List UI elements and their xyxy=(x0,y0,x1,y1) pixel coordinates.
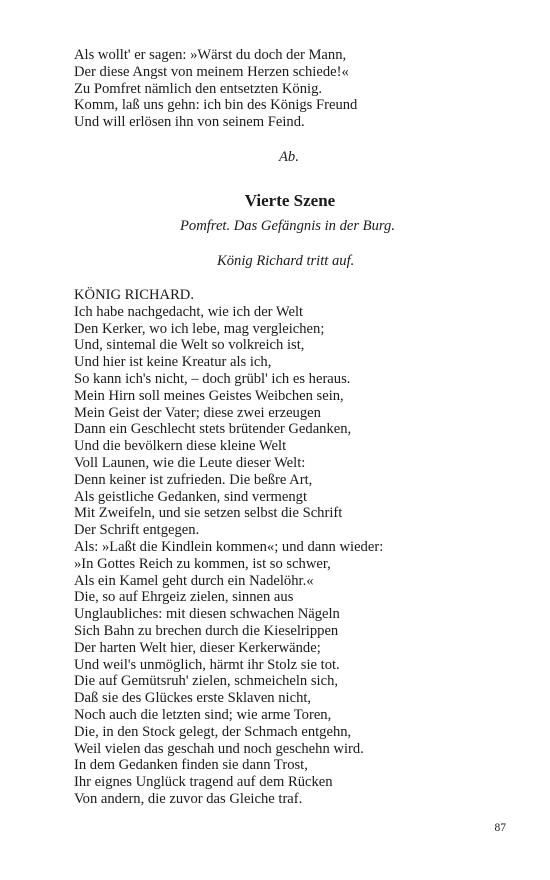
stage-direction-entrance: König Richard tritt auf. xyxy=(217,253,355,269)
verse-line: Noch auch die letzten sind; wie arme Toren, xyxy=(74,706,332,723)
verse-line: Als: »Laßt die Kindlein kommen«; und dann wieder: xyxy=(74,538,384,555)
verse-line: Voll Launen, wie die Leute dieser Welt: xyxy=(74,454,306,471)
verse-line: Der diese Angst von meinem Herzen schiede!« xyxy=(74,63,349,80)
verse-line: Sich Bahn zu brechen durch die Kieselrippen xyxy=(74,622,339,639)
verse-line: In dem Gedanken finden sie dann Trost, xyxy=(74,757,308,774)
scene-location: Pomfret. Das Gefängnis in der Burg. xyxy=(180,218,395,234)
verse-line: Unglaubliches: mit diesen schwachen Nägeln xyxy=(74,606,340,623)
verse-line: Als wollt' er sagen: »Wärst du doch der Mann, xyxy=(74,47,347,63)
verse-line: Die, in den Stock gelegt, der Schmach entgehn, xyxy=(74,723,352,740)
verse-line: Mein Hirn soll meines Geistes Weibchen sein, xyxy=(74,387,344,404)
verse-line: Von andern, die zuvor das Gleiche traf. xyxy=(74,790,303,807)
verse-line: Den Kerker, wo ich lebe, mag vergleichen; xyxy=(74,320,325,337)
monologue-block xyxy=(74,287,494,808)
verse-line: Und weil's unmöglich, härmt ihr Stolz sie tot. xyxy=(74,656,340,673)
verse-line: Denn keiner ist zufrieden. Die beßre Art, xyxy=(74,471,313,488)
verse-line: Und will erlösen ihn von seinem Feind. xyxy=(74,114,305,131)
verse-line: »In Gottes Reich zu kommen, ist so schwer, xyxy=(74,555,331,572)
verse-line: Und die bevölkern diese kleine Welt xyxy=(74,438,287,455)
verse-line: Und, sintemal die Welt so volkreich ist, xyxy=(74,337,305,354)
verse-line: Zu Pomfret nämlich den entsetzten König. xyxy=(74,80,323,97)
verse-line: Ihr eignes Unglück tragend auf dem Rücken xyxy=(74,774,333,791)
page-number: 87 xyxy=(494,822,506,834)
verse-line: So kann ich's nicht, – doch grübl' ich es heraus. xyxy=(74,370,351,387)
verse-line: Dann ein Geschlecht stets brütender Gedanken, xyxy=(74,421,352,438)
speaker-name: KÖNIG RICHARD. xyxy=(74,287,194,303)
verse-line: Als geistliche Gedanken, sind vermengt xyxy=(74,488,308,505)
scene-heading: Vierte Szene xyxy=(244,191,336,210)
verse-line: Als ein Kamel geht durch ein Nadelöhr.« xyxy=(74,572,314,589)
verse-line: Die auf Gemütsruh' zielen, schmeicheln sich, xyxy=(74,673,339,690)
verse-line: Der harten Welt hier, dieser Kerkerwände; xyxy=(74,639,321,656)
verse-line: Mein Geist der Vater; diese zwei erzeugen xyxy=(74,404,321,421)
verse-line: Und hier ist keine Kreatur als ich, xyxy=(74,354,272,371)
verse-line: Daß sie des Glückes erste Sklaven nicht, xyxy=(74,690,312,707)
verse-line: Der Schrift entgegen. xyxy=(74,522,200,539)
stage-direction-exit: Ab. xyxy=(279,149,299,165)
verse-line: Ich habe nachgedacht, wie ich der Welt xyxy=(74,303,304,320)
verse-block-top xyxy=(74,47,494,131)
verse-line: Die, so auf Ehrgeiz zielen, sinnen aus xyxy=(74,589,294,606)
verse-line: Mit Zweifeln, und sie setzen selbst die Schrift xyxy=(74,505,343,522)
verse-line: Weil vielen das geschah und noch geschehn wird. xyxy=(74,740,364,757)
verse-line: Komm, laß uns gehn: ich bin des Königs Freund xyxy=(74,97,358,114)
